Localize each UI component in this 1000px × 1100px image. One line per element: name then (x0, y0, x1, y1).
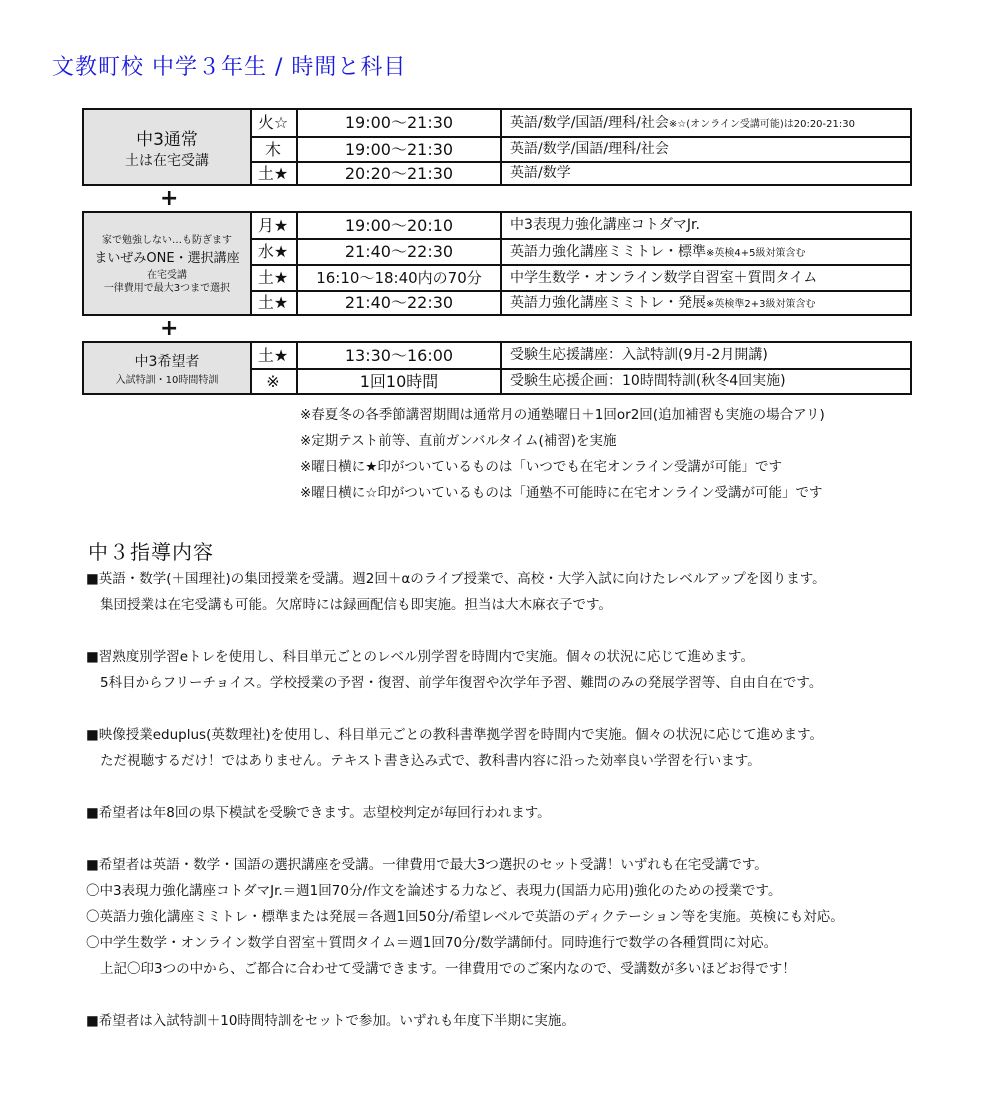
time-cell: 1回10時間 (298, 370, 502, 393)
schedule-block-optional (82, 341, 912, 395)
table-row (250, 213, 910, 238)
block-header-line: 中3希望者 (134, 353, 200, 370)
table-row (250, 161, 910, 184)
block-header-line: 中3通常 (136, 129, 198, 150)
time-cell: 21:40〜22:30 (298, 292, 502, 314)
plus-sign: + (160, 316, 179, 341)
paragraph-gap (86, 982, 986, 1008)
day-cell: 水★ (250, 240, 298, 264)
content-line: ■習熟度別学習eトレを使用し、科目単元ごとのレベル別学習を時間内で実施。個々の状況に応じて進めます。 (86, 649, 754, 665)
time-cell: 13:30〜16:00 (298, 343, 502, 368)
table-row (250, 368, 910, 393)
subject-text: 中学生数学・オンライン数学自習室＋質問タイム (510, 270, 818, 286)
subject-cell (502, 138, 910, 161)
table-row (250, 343, 910, 368)
note-line: ※曜日横に☆印がついているものは「通塾不可能時に在宅オンライン受講が可能」です (300, 485, 823, 501)
day-cell: 火☆ (250, 110, 298, 136)
time-cell: 21:40〜22:30 (298, 240, 502, 264)
note-line: ※曜日横に★印がついているものは「いつでも在宅オンライン受講が可能」です (300, 459, 783, 475)
table-row (250, 110, 910, 136)
content-line: 〇英語力強化講座ミミトレ・標準または発展＝各週1回50分/希望レベルで英語のディクテーション等を実施。英検にも対応。 (86, 909, 844, 925)
paragraph-gap (86, 774, 986, 800)
day-cell: 月★ (250, 213, 298, 238)
day-cell: 土★ (250, 266, 298, 290)
content-line: 5科目からフリーチョイス。学校授業の予習・復習、前学年復習や次学年予習、難問のみの発展学習等、自由自在です。 (100, 675, 823, 691)
schedule-block-selective (82, 211, 912, 316)
content-line: 〇中学生数学・オンライン数学自習室＋質問タイム＝週1回70分/数学講師付。同時進行で数学の各種質問に対応。 (86, 935, 778, 951)
plus-sign: + (160, 186, 179, 211)
section-title: 中３指導内容 (88, 540, 214, 564)
subject-note: ※英検準2+3級対策含む (706, 299, 816, 310)
time-cell: 19:00〜21:30 (298, 110, 502, 136)
subject-text: 中3表現力強化講座コトダマJr. (510, 217, 700, 233)
time-cell: 20:20〜21:30 (298, 163, 502, 184)
block-header-line: 入試特訓・10時間特訓 (115, 374, 219, 386)
subject-cell (502, 370, 910, 393)
page-title: 文教町校 中学３年生 / 時間と科目 (52, 55, 407, 80)
content-line: 集団授業は在宅受講も可能。欠席時には録画配信も即実施。担当は大木麻衣子です。 (100, 597, 612, 613)
note-line: ※定期テスト前等、直前ガンバルタイム(補習)を実施 (300, 433, 617, 449)
subject-cell (502, 292, 910, 314)
schedule-block-regular (82, 108, 912, 186)
time-cell: 16:10〜18:40内の70分 (298, 266, 502, 290)
block-header-line: 家で勉強しない…も防ぎます (102, 234, 232, 246)
table-row (250, 238, 910, 264)
block-header (84, 110, 252, 184)
subject-cell (502, 110, 910, 136)
subject-note: ※☆(オンライン受講可能)は20:20-21:30 (668, 119, 855, 130)
day-cell: 木 (250, 138, 298, 161)
table-row (250, 290, 910, 314)
subject-text: 英語/数学/国語/理科/社会 (510, 141, 669, 157)
block-header (84, 343, 252, 393)
paragraph-gap (86, 618, 986, 644)
subject-cell (502, 213, 910, 238)
subject-note: ※英検4+5級対策含む (706, 248, 806, 259)
table-row (250, 264, 910, 290)
subject-cell (502, 163, 910, 184)
day-cell: 土★ (250, 163, 298, 184)
paragraph-gap (86, 826, 986, 852)
block-header-line: 一律費用で最大3つまで選択 (103, 282, 231, 294)
note-line: ※春夏冬の各季節講習期間は通常月の通塾曜日＋1回or2回(追加補習も実施の場合アリ) (300, 407, 825, 423)
content-line: 上記〇印3つの中から、ご都合に合わせて受講できます。一律費用でのご案内なので、受講数が多いほどお得です！ (100, 961, 796, 977)
block-header-line: 土は在宅受講 (125, 152, 209, 169)
subject-text: 英語/数学 (510, 165, 571, 181)
block-header-line: まいぜみONE・選択講座 (94, 250, 240, 266)
content-line: ■希望者は入試特訓＋10時間特訓をセットで参加。いずれも年度下半期に実施。 (86, 1013, 575, 1029)
content-line: ■英語・数学(＋国理社)の集団授業を受講。週2回＋αのライブ授業で、高校・大学入試に向けたレベルアップを図ります。 (86, 571, 826, 587)
block-header (84, 213, 252, 314)
subject-text: 英語力強化講座ミミトレ・発展 (510, 295, 706, 311)
subject-text: 英語力強化講座ミミトレ・標準 (510, 244, 706, 260)
content-line: ただ視聴するだけ！ではありません。テキスト書き込み式で、教科書内容に沿った効率良い学習を行います。 (100, 753, 761, 769)
time-cell: 19:00〜21:30 (298, 138, 502, 161)
content-line: ■映像授業eduplus(英数理社)を使用し、科目単元ごとの教科書準拠学習を時間内で実施。個々の状況に応じて進めます。 (86, 727, 824, 743)
paragraph-gap (86, 696, 986, 722)
subject-text: 受験生応援講座：入試特訓(9月-2月開講) (510, 347, 768, 363)
table-row (250, 136, 910, 161)
subject-text: 英語/数学/国語/理科/社会 (510, 115, 669, 131)
day-cell: 土★ (250, 343, 298, 368)
subject-cell (502, 343, 910, 368)
content-line: ■希望者は英語・数学・国語の選択講座を受講。一律費用で最大3つ選択のセット受講！いずれも在宅受講です。 (86, 857, 768, 873)
subject-text: 受験生応援企画：10時間特訓(秋冬4回実施) (510, 373, 786, 389)
day-cell: ※ (250, 370, 298, 393)
block-header-line: 在宅受講 (147, 269, 187, 281)
content-line: ■希望者は年8回の県下模試を受験できます。志望校判定が毎回行われます。 (86, 805, 551, 821)
subject-cell (502, 266, 910, 290)
subject-cell (502, 240, 910, 264)
schedule-notes (300, 402, 825, 506)
time-cell: 19:00〜20:10 (298, 213, 502, 238)
day-cell: 土★ (250, 292, 298, 314)
guidance-content (86, 566, 986, 1034)
content-line: 〇中3表現力強化講座コトダマJr.＝週1回70分/作文を論述する力など、表現力(国語力応用)強化のための授業です。 (86, 883, 782, 899)
